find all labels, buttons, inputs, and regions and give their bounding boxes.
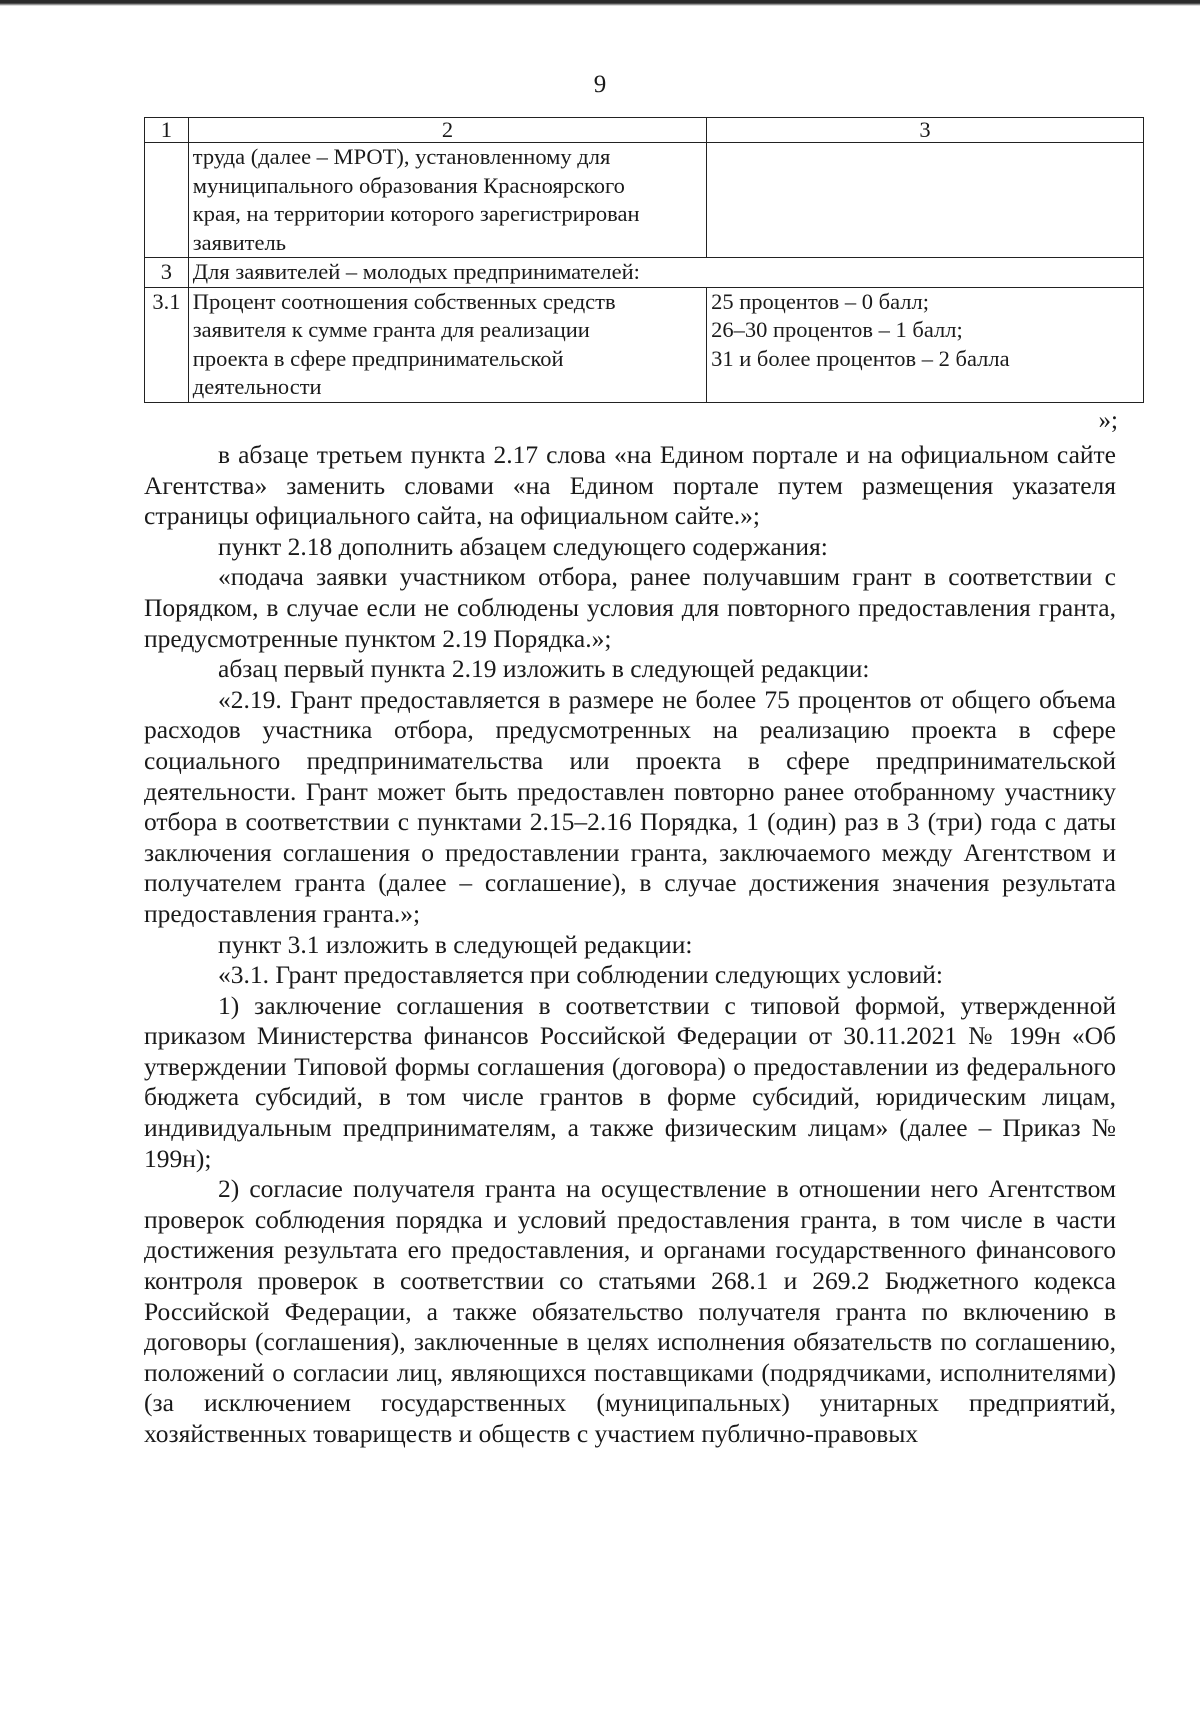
continuation-num-cell [145, 143, 189, 258]
paragraph-condition-1: 1) заключение соглашения в соответствии с типовой формой, утвержденной приказом Министерства финансов Российской Федерации от 30.11.2021 № 199н «Об утверждении Типовой формы соглашения (договора) о предоставлении из федерального бюджета субсидий, в том числе грантов в форме субсидий, юридическим лицам, индивидуальным предпринимателям, а также физическим лицам» (далее – Приказ № 199н); [144, 990, 1116, 1173]
table-row-3-1 [145, 287, 1144, 402]
header-col-3: 3 [707, 118, 1144, 143]
paragraph-2-18-intro: пункт 2.18 дополнить абзацем следующего содержания: [218, 531, 828, 561]
paragraph-2-18-quote: «подача заявки участником отбора, ранее получавшим грант в соответствии с Порядком, в случае если не соблюдены условия для повторного предоставления гранта, предусмотренные пунктом 2.19 Порядка.»; [144, 562, 1116, 653]
criterion-line: Процент соотношения собственных средств [192, 288, 616, 314]
criterion-line: заявителя к сумме гранта для реализации [192, 317, 590, 342]
table-header-row [145, 118, 1144, 143]
section-num: 3 [145, 258, 189, 288]
continuation-score-cell [707, 143, 1144, 258]
paragraph-condition-2: 2) согласие получателя гранта на осуществление в отношении него Агентством проверок соблюдения порядка и условий предоставления гранта, в том числе в части достижения результата его предоставления, и органами государственного финансового контроля проверок в соответствии со статьями 268.1 и 269.2 Бюджетного кодекса Российской Федерации, а также обязательство получателя гранта по включению в договоры (соглашения), заключенные в целях исполнения обязательств по соглашению, положений о согласии лиц, являющихся поставщиками (подрядчиками, исполнителями) (за исключением государственных (муниципальных) унитарных предприятий, хозяйственных товариществ и обществ с участием публично-правовых [144, 1174, 1116, 1448]
table-row-section-3 [145, 258, 1144, 288]
paragraph-2-19-quote: «2.19. Грант предоставляется в размере не более 75 процентов от общего объема расходов участника отбора, предусмотренных на реализацию проекта в сфере социального предпринимательства или проекта в сфере предпринимательской деятельности. Грант может быть предоставлен повторно ранее отобранному участнику отбора в соответствии с пунктами 2.15–2.16 Порядка, 1 (один) раз в 3 (три) года с даты заключения соглашения о предоставлении гранта, заключаемого между Агентством и получателем гранта (далее – соглашение), в случае достижения значения результата предоставления гранта.»; [144, 684, 1116, 928]
paragraph-2-19-intro: абзац первый пункта 2.19 изложить в следующей редакции: [218, 654, 870, 684]
continuation-criterion-cell [188, 143, 706, 258]
header-col-2: 2 [188, 118, 706, 143]
table-row-continuation [145, 143, 1144, 258]
score-line: 26–30 процентов – 1 балл; [711, 317, 963, 342]
criterion-line: деятельности [192, 374, 322, 399]
score-line: 25 процентов – 0 балл; [711, 288, 929, 314]
score-line: 31 и более процентов – 2 балла [711, 345, 1010, 371]
continuation-line: края, на территории которого зарегистрирован [192, 201, 640, 226]
continuation-line: заявитель [192, 229, 286, 255]
document-body [144, 440, 1116, 1450]
criteria-table [144, 117, 1144, 403]
row-criterion-cell [188, 287, 706, 402]
criterion-line: проекта в сфере предпринимательской [192, 345, 564, 371]
row-num: 3.1 [145, 287, 189, 402]
paragraph-3-1-intro: пункт 3.1 изложить в следующей редакции: [218, 929, 693, 959]
continuation-line: труда (далее – МРОТ), установленному для [192, 144, 611, 169]
row-score-cell [707, 287, 1144, 402]
continuation-line: муниципального образования Красноярского [192, 172, 625, 198]
paragraph-2-17: в абзаце третьем пункта 2.17 слова «на Едином портале и на официальном сайте Агентства» заменить словами «на Едином портале путем размещения указателя страницы официального сайта, на официальном сайте.»; [144, 440, 1116, 531]
table-closing-quote: »; [1098, 407, 1118, 434]
header-col-1: 1 [145, 118, 189, 143]
scan-top-edge [0, 0, 1200, 6]
page-number: 9 [593, 71, 607, 98]
paragraph-3-1-quote: «3.1. Грант предоставляется при соблюдении следующих условий: [218, 960, 944, 990]
section-title: Для заявителей – молодых предпринимателей: [188, 258, 1143, 288]
